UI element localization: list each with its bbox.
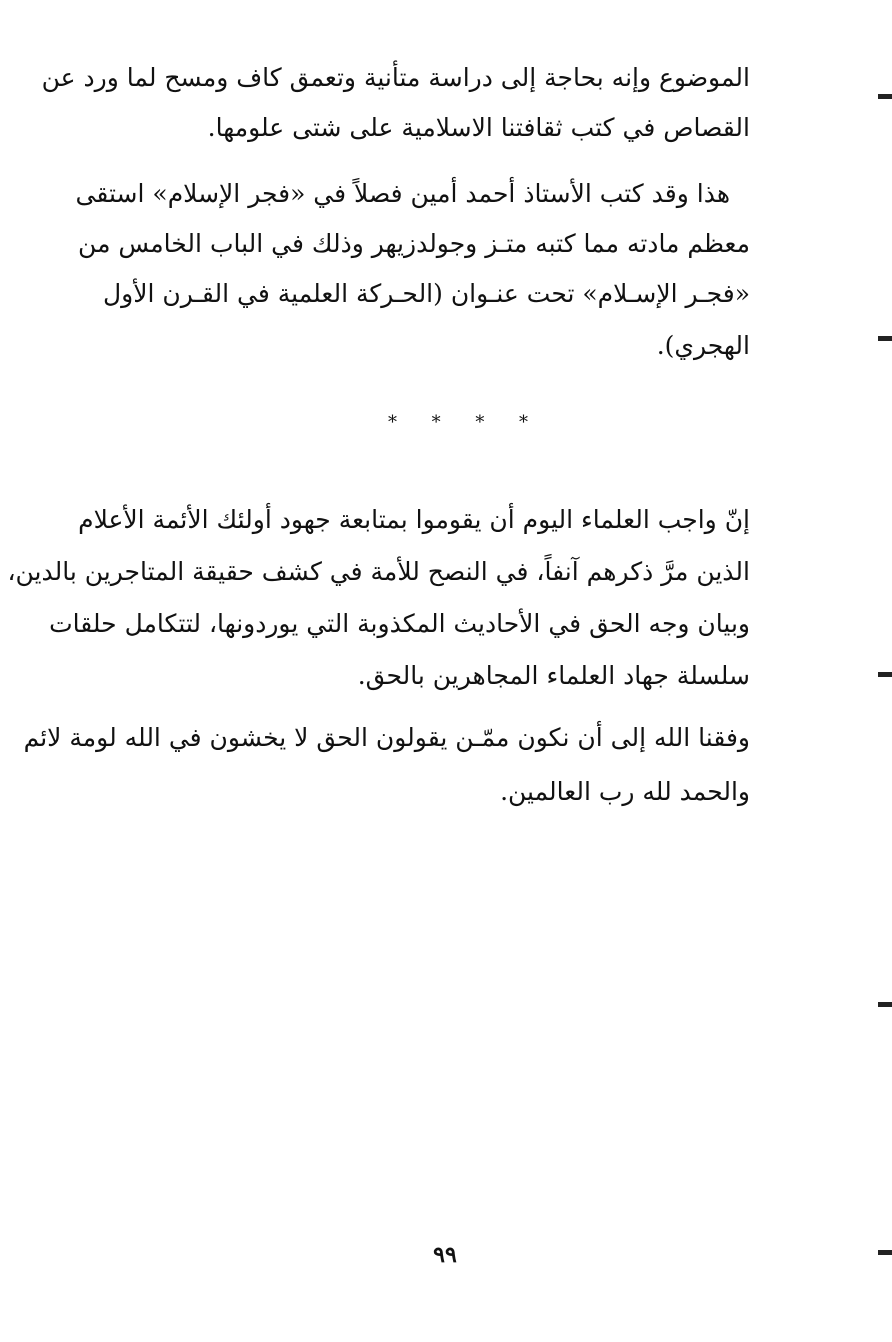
text-line: والحمد لله رب العالمين.: [500, 777, 750, 806]
separator-star: *: [388, 411, 397, 433]
scan-edge-mark: [878, 1250, 892, 1255]
text-line: الذين مرَّ ذكرهم آنفاً، في النصح للأمة في كشف حقيقة المتاجرين بالدين،: [7, 557, 750, 586]
section-separator: [388, 410, 528, 434]
page-number: ٩٩: [433, 1242, 457, 1268]
separator-star: *: [518, 411, 528, 433]
scan-edge-mark: [878, 94, 892, 99]
scan-edge-mark: [878, 1002, 892, 1007]
separator-star: *: [475, 411, 485, 433]
text-line: «فجـر الإسـلام» تحت عنـوان (الحـركة العلمية في القـرن الأول: [103, 279, 750, 308]
separator-star: *: [431, 411, 441, 433]
scan-edge-mark: [878, 336, 892, 341]
text-line: الموضوع وإنه بحاجة إلى دراسة متأنية وتعمق كاف ومسح لما ورد عن: [41, 63, 750, 92]
scan-edge-mark: [878, 672, 892, 677]
text-line: سلسلة جهاد العلماء المجاهرين بالحق.: [357, 661, 750, 690]
text-line: هذا وقد كتب الأستاذ أحمد أمين فصلاً في «فجر الإسلام» استقى: [75, 179, 730, 208]
text-line: إنّ واجب العلماء اليوم أن يقوموا بمتابعة جهود أولئك الأئمة الأعلام: [78, 505, 750, 534]
text-line: الهجري).: [656, 331, 750, 360]
text-line: القصاص في كتب ثقافتنا الاسلامية على شتى علومها.: [207, 113, 750, 142]
text-line: معظم مادته مما كتبه متـز وجولدزيهر وذلك في الباب الخامس من: [78, 229, 750, 258]
text-line: وفقنا الله إلى أن نكون ممّـن يقولون الحق لا يخشون في الله لومة لائم: [23, 723, 750, 752]
text-line: وبيان وجه الحق في الأحاديث المكذوبة التي يوردونها، لتتكامل حلقات: [49, 609, 750, 638]
